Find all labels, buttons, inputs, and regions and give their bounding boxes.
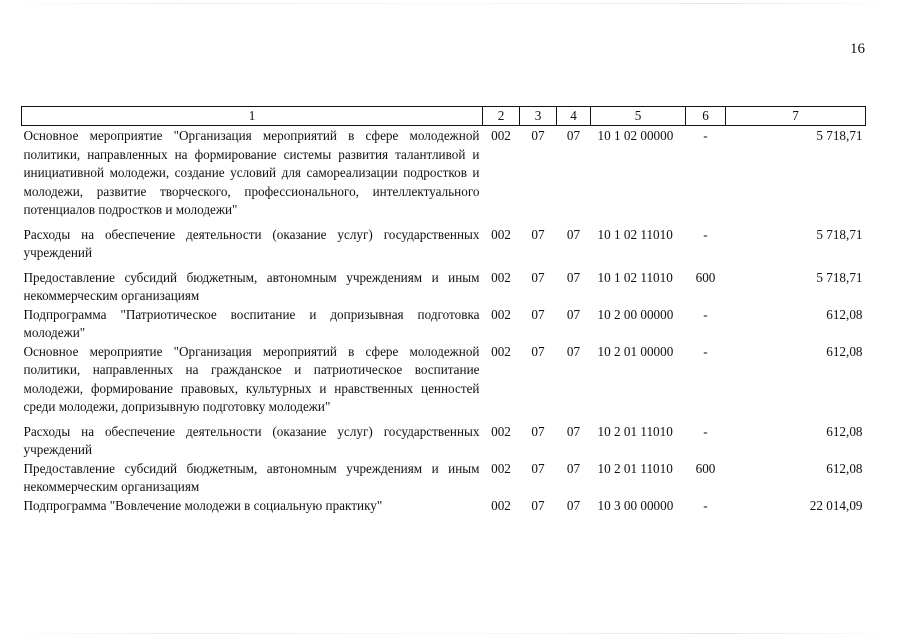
- row-subsection: 07: [566, 269, 581, 285]
- row-name: Предоставление субсидий бюджетным, автономным учреждениям и иным некоммерческим организациям: [23, 269, 480, 303]
- row-csr: 10 2 00 00000: [597, 306, 674, 322]
- row-section: 07: [531, 497, 545, 513]
- header-col-3: 3: [520, 107, 557, 126]
- row-amount: 612,08: [826, 460, 863, 476]
- header-col-2: 2: [483, 107, 520, 126]
- table-row: [22, 226, 866, 269]
- table-row: [22, 497, 866, 516]
- table-row: [22, 423, 866, 460]
- scan-edge-top: [0, 3, 899, 4]
- row-csr: 10 2 01 11010: [597, 460, 673, 476]
- table-row: [22, 460, 866, 497]
- row-subsection: 07: [566, 497, 581, 513]
- table-row: [22, 269, 866, 306]
- row-subsection: 07: [566, 128, 581, 143]
- row-amount: 5 718,71: [816, 226, 863, 242]
- row-vr: -: [703, 226, 708, 242]
- row-subsection: 07: [566, 343, 581, 359]
- row-subsection: 07: [566, 306, 581, 322]
- row-csr: 10 2 01 00000: [597, 343, 674, 359]
- row-amount: 612,08: [826, 306, 863, 322]
- row-ministry: 002: [491, 497, 511, 513]
- row-section: 07: [531, 460, 545, 476]
- row-amount: 5 718,71: [816, 269, 863, 285]
- table-row: [22, 343, 866, 423]
- row-subsection: 07: [566, 460, 581, 476]
- row-vr: 600: [695, 460, 716, 476]
- row-vr: -: [703, 306, 708, 322]
- row-csr: 10 1 02 11010: [597, 226, 673, 242]
- row-vr: 600: [695, 269, 716, 285]
- row-name: Расходы на обеспечение деятельности (оказание услуг) государственных учреждений: [23, 423, 480, 457]
- row-ministry: 002: [491, 343, 511, 359]
- page-number: 16: [850, 41, 865, 57]
- row-section: 07: [531, 226, 545, 242]
- row-amount: 5 718,71: [816, 128, 863, 143]
- row-section: 07: [531, 423, 545, 439]
- row-name: Подпрограмма "Патриотическое воспитание и допризывная подготовка молодежи": [23, 306, 480, 340]
- header-col-4: 4: [557, 107, 591, 126]
- row-vr: -: [703, 343, 708, 359]
- row-ministry: 002: [491, 460, 511, 476]
- row-name: Подпрограмма "Вовлечение молодежи в социальную практику": [23, 497, 383, 513]
- row-csr: 10 3 00 00000: [597, 497, 674, 513]
- header-row: [22, 107, 866, 126]
- row-section: 07: [531, 128, 545, 143]
- row-section: 07: [531, 269, 545, 285]
- row-amount: 612,08: [826, 423, 863, 439]
- budget-table: [21, 106, 866, 515]
- row-ministry: 002: [491, 306, 511, 322]
- header-col-1: 1: [22, 107, 483, 126]
- table-row: [22, 306, 866, 343]
- scan-edge-bottom: [0, 633, 899, 634]
- row-section: 07: [531, 343, 545, 359]
- row-csr: 10 2 01 11010: [597, 423, 673, 439]
- row-ministry: 002: [491, 269, 511, 285]
- row-vr: -: [703, 128, 708, 143]
- row-subsection: 07: [566, 226, 581, 242]
- row-ministry: 002: [491, 128, 511, 143]
- row-ministry: 002: [491, 226, 511, 242]
- row-subsection: 07: [566, 423, 581, 439]
- row-name: Основное мероприятие "Организация мероприятий в сфере молодежной политики, направленных на гражданское и патриотическое воспитание молодежи, формирование правовых, культурных и нравственных ценностей среди молодежи, допризывную подготовку молодежи": [23, 343, 480, 414]
- row-amount: 612,08: [826, 343, 863, 359]
- row-ministry: 002: [491, 423, 511, 439]
- row-section: 07: [531, 306, 545, 322]
- row-vr: -: [703, 497, 708, 513]
- table-row: [22, 126, 866, 226]
- row-csr: 10 1 02 00000: [597, 128, 674, 143]
- header-col-7: 7: [726, 107, 866, 126]
- header-col-6: 6: [686, 107, 726, 126]
- row-name: Предоставление субсидий бюджетным, автономным учреждениям и иным некоммерческим организациям: [23, 460, 480, 494]
- row-vr: -: [703, 423, 708, 439]
- row-name: Основное мероприятие "Организация мероприятий в сфере молодежной политики, направленных на формирование системы развития талантливой и инициативной молодежи, создание условий для самореализации подростков и молодежи, развитие творческого, профессионального, интеллектуального потенциалов подростков и молодежи": [23, 128, 480, 217]
- row-amount: 22 014,09: [809, 497, 863, 513]
- row-csr: 10 1 02 11010: [597, 269, 673, 285]
- row-name: Расходы на обеспечение деятельности (оказание услуг) государственных учреждений: [23, 226, 480, 260]
- header-col-5: 5: [591, 107, 686, 126]
